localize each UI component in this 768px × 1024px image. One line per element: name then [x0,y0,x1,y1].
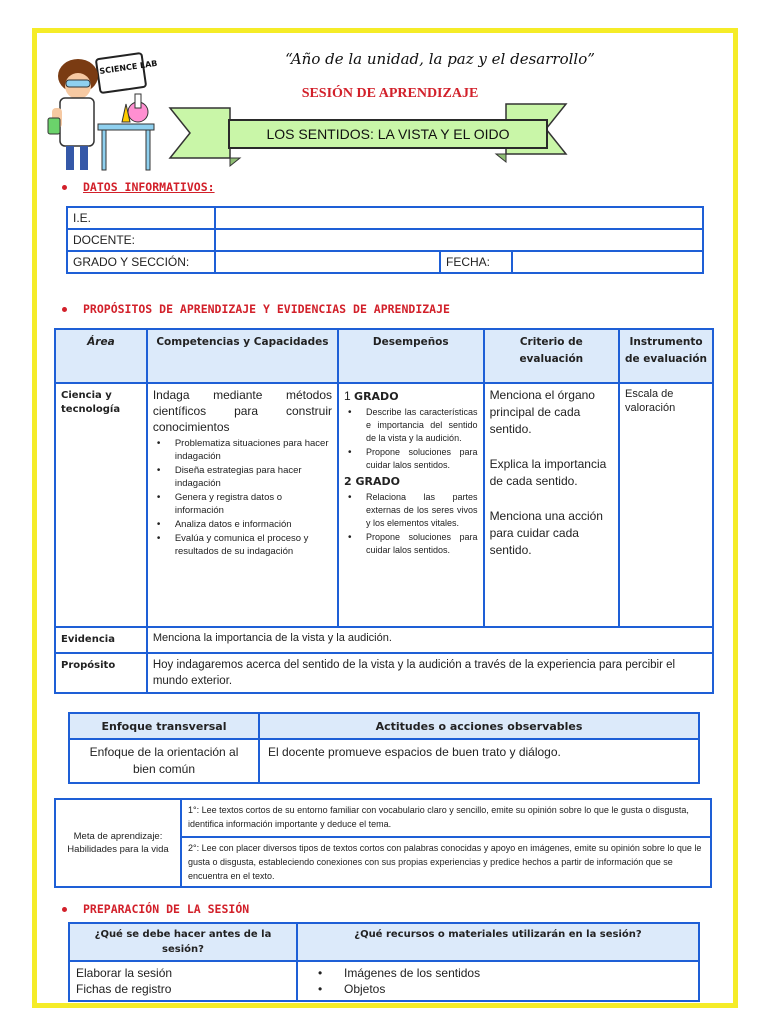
list-item: • Genera y registra datos o información [153,491,332,517]
propositos-title: PROPÓSITOS DE APRENDIZAJE Y EVIDENCIAS DE APRENDIZAJE [83,302,450,316]
list-item: • Evalúa y comunica el proceso y resultados de su indagación [153,532,332,558]
ie-field[interactable] [215,207,703,229]
grado1-word: GRADO [354,390,399,403]
bullet-icon [62,307,67,312]
header-recursos: ¿Qué recursos o materiales utilizarán en la sesión? [297,923,699,961]
topic-banner: LOS SENTIDOS: LA VISTA Y EL OIDO [228,119,548,149]
docente-label: DOCENTE: [67,229,215,251]
competencias-cell [147,383,338,627]
docente-field[interactable] [215,229,703,251]
recursos-cell [297,961,699,1001]
grado2-list [344,491,478,557]
list-item: • Relaciona las partes externas de los seres vivos y los elementos vitales. [344,491,478,530]
propositos-table [54,328,714,694]
fecha-field[interactable] [512,251,703,273]
meta-grado2: 2°: Lee con placer diversos tipos de textos cortos con palabras conocidas y apoyo en imágenes, emite su opinión sobre lo que le gusta o disgusta, estableciendo conexiones con sus propias experiencias y predice hechos a partir de información que se encuentra en el texto. [181,837,711,887]
preparacion-title: PREPARACIÓN DE LA SESIÓN [83,902,250,916]
grado1-number: 1 [344,389,351,403]
enfoque-table [68,712,700,784]
proposito-label: Propósito [55,653,147,693]
capacidades-list [153,437,332,558]
list-item: Elaborar la sesión [76,966,173,980]
list-item: • Propone soluciones para cuidar lalos sentidos. [344,446,478,472]
propositos-section-title [62,302,450,316]
preparacion-section-title [62,902,249,916]
datos-section-title [62,180,215,194]
grado2-label: 2 GRADO [344,475,400,488]
area-cell: Ciencia y tecnología [55,383,147,627]
grado-label: GRADO Y SECCIÓN: [67,251,215,273]
antes-cell [69,961,297,1001]
bullet-icon [62,185,67,190]
ie-label: I.E. [67,207,215,229]
header-antes: ¿Qué se debe hacer antes de la sesión? [69,923,297,961]
criterio-cell [484,383,619,627]
header-criterio: Criterio de evaluación [484,329,619,383]
criterio-item: Explica la importancia de cada sentido. [489,457,607,488]
criterio-item: Menciona el órgano principal de cada sentido. [489,388,595,436]
recursos-list [304,965,692,997]
grado1-list [344,406,478,472]
meta-label: Meta de aprendizaje: Habilidades para la vida [55,799,181,887]
motto: “Año de la unidad, la paz y el desarrollo” [285,50,595,68]
header-instrumento: Instrumento de evaluación [619,329,713,383]
meta-table [54,798,712,888]
header-desempenos: Desempeños [338,329,484,383]
header-actitudes: Actitudes o acciones observables [259,713,699,739]
list-item: • Objetos [304,981,692,997]
grado1-heading [344,389,478,404]
instrumento-cell: Escala de valoración [619,383,713,627]
list-item: Fichas de registro [76,982,172,996]
list-item: • Analiza datos e información [153,518,332,531]
bullet-icon [62,907,67,912]
criterio-item: Menciona una acción para cuidar cada sentido. [489,509,603,557]
science-lab-sign: SCIENCE LAB [98,58,158,76]
header-area: Área [55,329,147,383]
enfoque-text: Enfoque de la orientación al bien común [69,739,259,783]
science-lab-illustration [38,38,168,178]
header-competencias: Competencias y Capacidades [147,329,338,383]
grado-field[interactable] [215,251,440,273]
competencia-text: Indaga mediante métodos científicos para construir conocimientos [152,388,333,434]
fecha-label: FECHA: [440,251,512,273]
evidencia-label: Evidencia [55,627,147,653]
proposito-text: Hoy indagaremos acerca del sentido de la vista y la audición a través de la experiencia para percibir el mundo exterior. [147,653,713,693]
grado2-heading [344,474,478,489]
list-item: • Diseña estrategias para hacer indagación [153,464,332,490]
evidencia-text: Menciona la importancia de la vista y la audición. [147,627,713,653]
meta-grado1: 1°: Lee textos cortos de su entorno familiar con vocabulario claro y sencillo, emite su opinión sobre lo que le gusta o disgusta, identifica información importante y deduce el tema. [181,799,711,837]
list-item: • Problematiza situaciones para hacer indagación [153,437,332,463]
session-title: SESIÓN DE APRENDIZAJE [301,86,479,101]
datos-table [66,206,704,274]
datos-title: DATOS INFORMATIVOS: [83,180,215,194]
header-enfoque: Enfoque transversal [69,713,259,739]
list-item: • Imágenes de los sentidos [304,965,692,981]
list-item: • Propone soluciones para cuidar lalos sentidos. [344,531,478,557]
preparacion-table [68,922,700,1002]
list-item: • Describe las características e importancia del sentido de la vista y la audición. [344,406,478,445]
desempenos-cell [338,383,484,627]
actitud-text: El docente promueve espacios de buen trato y diálogo. [259,739,699,783]
